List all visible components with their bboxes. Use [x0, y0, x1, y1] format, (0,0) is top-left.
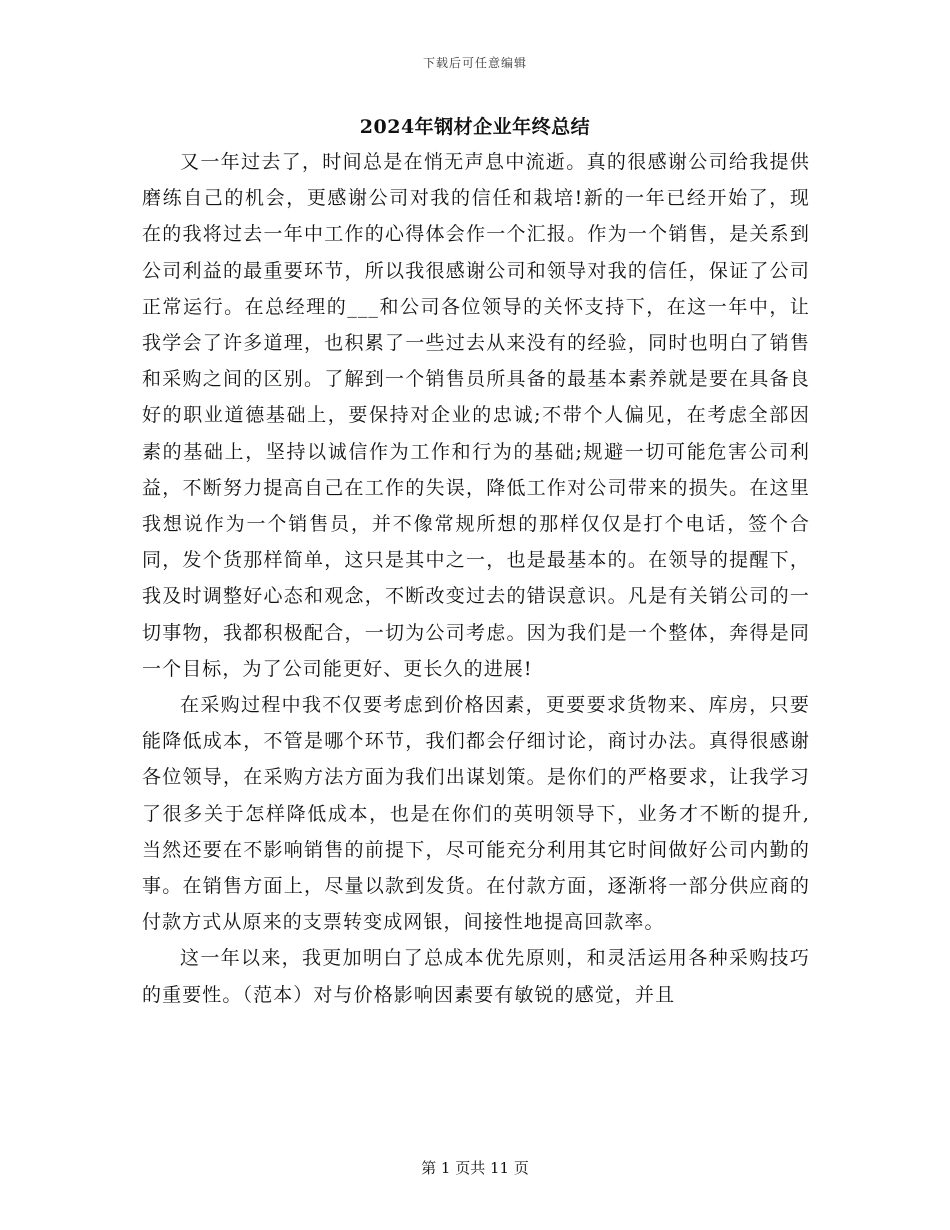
document-body [142, 144, 810, 1013]
paragraph-2: 在采购过程中我不仅要考虑到价格因素，更要要求货物来、库房，只要能降低成本，不管是哪个环节，我们都会仔细讨论，商讨办法。真得很感谢各位领导，在采购方法方面为我们出谋划策。是你们的严格要求，让我学习了很多关于怎样降低成本，也是在你们的英明领导下，业务才不断的提升,当然还要在不影响销售的前提下，尽可能充分利用其它时间做好公司内勤的事。在销售方面上，尽量以款到发货。在付款方面，逐渐将一部分供应商的付款方式从原来的支票转变成网银，间接性地提高回款率。 [142, 694, 810, 934]
paragraph-1: 又一年过去了，时间总是在悄无声息中流逝。真的很感谢公司给我提供磨练自己的机会，更感谢公司对我的信任和栽培!新的一年已经开始了，现在的我将过去一年中工作的心得体会作一个汇报。作为一个销售，是关系到公司利益的最重要环节，所以我很感谢公司和领导对我的信任，保证了公司正常运行。在总经理的___和公司各位领导的关怀支持下，在这一年中，让我学会了许多道理，也积累了一些过去从来没有的经验，同时也明白了销售和采购之间的区别。了解到一个销售员所具备的最基本素养就是要在具备良好的职业道德基础上，要保持对企业的忠诚;不带个人偏见，在考虑全部因素的基础上，坚持以诚信作为工作和行为的基础;规避一切可能危害公司利益，不断努力提高自己在工作的失误，降低工作对公司带来的损失。在这里我想说作为一个销售员，并不像常规所想的那样仅仅是打个电话，签个合同，发个货那样简单，这只是其中之一，也是最基本的。在领导的提醒下，我及时调整好心态和观念，不断改变过去的错误意识。凡是有关销公司的一切事物，我都积极配合，一切为公司考虑。因为我们是一个整体，奔得是同一个目标，为了公司能更好、更长久的进展! [142, 151, 810, 680]
page-number: 第 1 页共 11 页 [421, 1159, 529, 1177]
document-title: 2024年钢材企业年终总结 [359, 116, 591, 138]
page-footer [0, 1157, 950, 1178]
paragraph-3: 这一年以来，我更加明白了总成本优先原则，和灵活运用各种采购技巧的重要性。（范本）对与价格影响因素要有敏锐的感觉，并且 [142, 947, 810, 1006]
header-note: 下载后可任意编辑 [422, 56, 527, 70]
